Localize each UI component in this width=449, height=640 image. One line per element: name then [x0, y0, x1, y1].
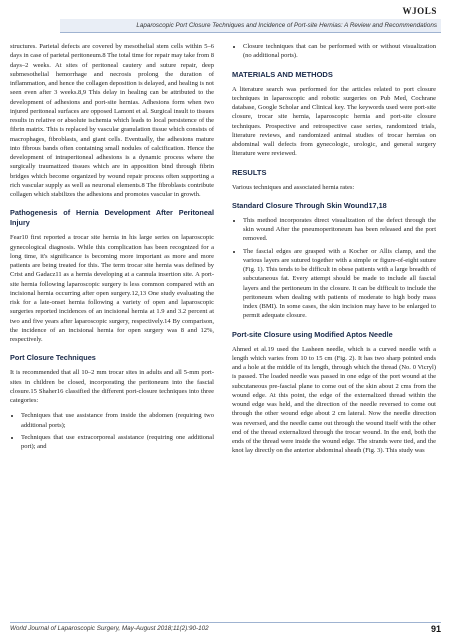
list-item: • The fascial edges are grasped with a Kocher or Allis clamp, and the various layers are sutured together with a simple or figure-of-eight suture (Fig. 1). This tends to be difficult in obese patients with a large breadth of subcutaneous fat. Every attempt should be made to include all fascial layers and the peritoneum in the closure. It can be difficult to include the peritoneum when dealing with patients of moderate to high body mass index (BMI). In some cases, the skin incision may have to be enlarged to permit adequate closure. — [243, 247, 436, 321]
heading-standard-closure: Standard Closure Through Skin Wound17,18 — [232, 200, 387, 210]
paragraph-methods: A literature search was performed for the articles related to port closure techniques in laparoscopic and robotic surgeries on Pub Med, Cochrane database, Google Scholar and Clinical key. The keywords used were port-site closure, trocar site hernia, laparoscopic hernia and port-site closure techniques. Prospective and retrospective case series, randomized trials, literature reviews, and randomized animal studies of trocar hernias on abdominal wall defects from gynecologic, urologic, and general surgery literature were reviewed. — [232, 85, 436, 158]
paragraph-results: Various techniques and associated hernia rates: — [232, 183, 355, 191]
list-item: • Techniques that use extracorporeal assistance (requiring one additional port); and — [21, 433, 214, 452]
standard-closure-list — [232, 216, 436, 321]
page-number: 91 — [430, 624, 441, 634]
paragraph-healing: structures. Parietal defects are covered by mesothelial stem cells within 5–6 days in case of parietal peritoneum.8 The total time for repair may take from 8 days–2 weeks. At sites of peritoneal cautery and suture repair, deep submesothelial hemorrhage and necrosis prolong the duration of inflammation, and hence the collagen deposition is delayed, and healing is not seen even after 3 weeks.8,9 This delay in healing can be attributed to the development of adhesions and port-site hernias. Adhesions form when two injured peritoneal surfaces are opposed Lamont et al. Surgical insult to tissues results in relative or absolute ischemia which leads to local persistence of the fibrin matrix. This is replaced by vascular granulation tissue which consists of macrophages, fibroblasts, and giant cells. Eventually, the adhesions mature into fibrous bands often containing small nodules of calcification. Hence the development of intraperitoneal adhesions is a dynamic process where the surgically traumatized tissues which are in apposition bind through fibrin bridges which become organized by wound repair process often supporting a rich vascular supply as well as neuronal elements.8 The fibroblasts contribute collagen which stabilizes the adhesions and promotes vascular in growth. — [10, 43, 215, 198]
page-footer — [10, 622, 441, 637]
heading-results: RESULTS — [232, 167, 267, 177]
list-item: • Techniques that use assistance from inside the abdomen (requiring two additional ports); — [21, 411, 214, 430]
left-column — [10, 42, 214, 457]
heading-aptos-needle: Port-site Closure using Modified Aptos Needle — [232, 329, 393, 339]
footer-citation: World Journal of Laparoscopic Surgery, May-August 2018;11(2):90-102 — [10, 625, 209, 632]
list-item: • Closure techniques that can be performed with or without visualization (no additional ports). — [243, 42, 436, 61]
technique-list — [10, 411, 214, 451]
heading-materials-methods: MATERIALS AND METHODS — [232, 69, 333, 79]
paragraph-pathogenesis: Fear10 first reported a trocar site hernia in his large series on laparoscopic gynecological diagnosis. While this complication has been recognized for a long time, it's significance is becoming more important as more and more patients are being treated for this. The term trocar site hernia was defined by Crist and Gadacz11 as a hernia developing at a cannula insertion site. A port-site hernia following laparoscopic surgery is less common compared with an incisional hernia occurring after open surgery.12,13 One study evaluating the risk for a late-onset hernia following a variety of open and laparoscopic surgeries reported incidences of an incisional hernia at 1.9 and 3.2 percent at two and five years after laparoscopic surgery, respectively.14 By comparison, the incidence of an incisional hernia for open surgery was 8 and 12%, respectively. — [10, 234, 214, 343]
running-title: Laparoscopic Port Closure Techniques and Incidence of Port-site Hernias: A Review and Recommendations — [60, 19, 441, 33]
journal-logo: WJOLS — [402, 6, 437, 16]
paragraph-port-closure: It is recommended that all 10–2 mm trocar sites in adults and all 5-mm port-sites in children be closed, incorporating the peritoneum into the fascial closure.15 Shaher16 classified the different port-closure techniques into three categories: — [10, 369, 214, 404]
right-column — [232, 42, 436, 462]
paragraph-aptos-needle: Ahmed et al.19 used the Lasheen needle, which is a curved needle with a length which varies from 10 to 15 cm (Fig. 2). It has two sharp pointed ends and a hole at the middle of its length, through which the thread (No. 0 Vicryl) is passed. The loaded needle was passed in one edge of the port wound at the subcutaneous pre-fascial plane to come out of the skin about 2 cms from the wound edge. At this point, the edge of the externalized thread within the wound edge was held, and the direction of the needle reversed to come out through the other wound edge about 2 cm lateral. Now the needle direction was reversed, and the needle came out through the wound itself with the other end of the thread externalized through the trocar wound. In the end, both the ends of the thread were inside the wound edge. The strands were tied, and the knot lay directly on the anterior abdominal sheath (Fig. 3). This study was — [232, 345, 436, 455]
list-item: • This method incorporates direct visualization of the defect through the skin wound After the pneumoperitoneum has been released and the port removed. — [243, 216, 436, 244]
heading-pathogenesis: Pathogenesis of Hernia Development After Peritoneal Injury — [10, 208, 214, 228]
technique-list-continued — [232, 42, 436, 61]
heading-port-closure: Port Closure Techniques — [10, 353, 96, 363]
